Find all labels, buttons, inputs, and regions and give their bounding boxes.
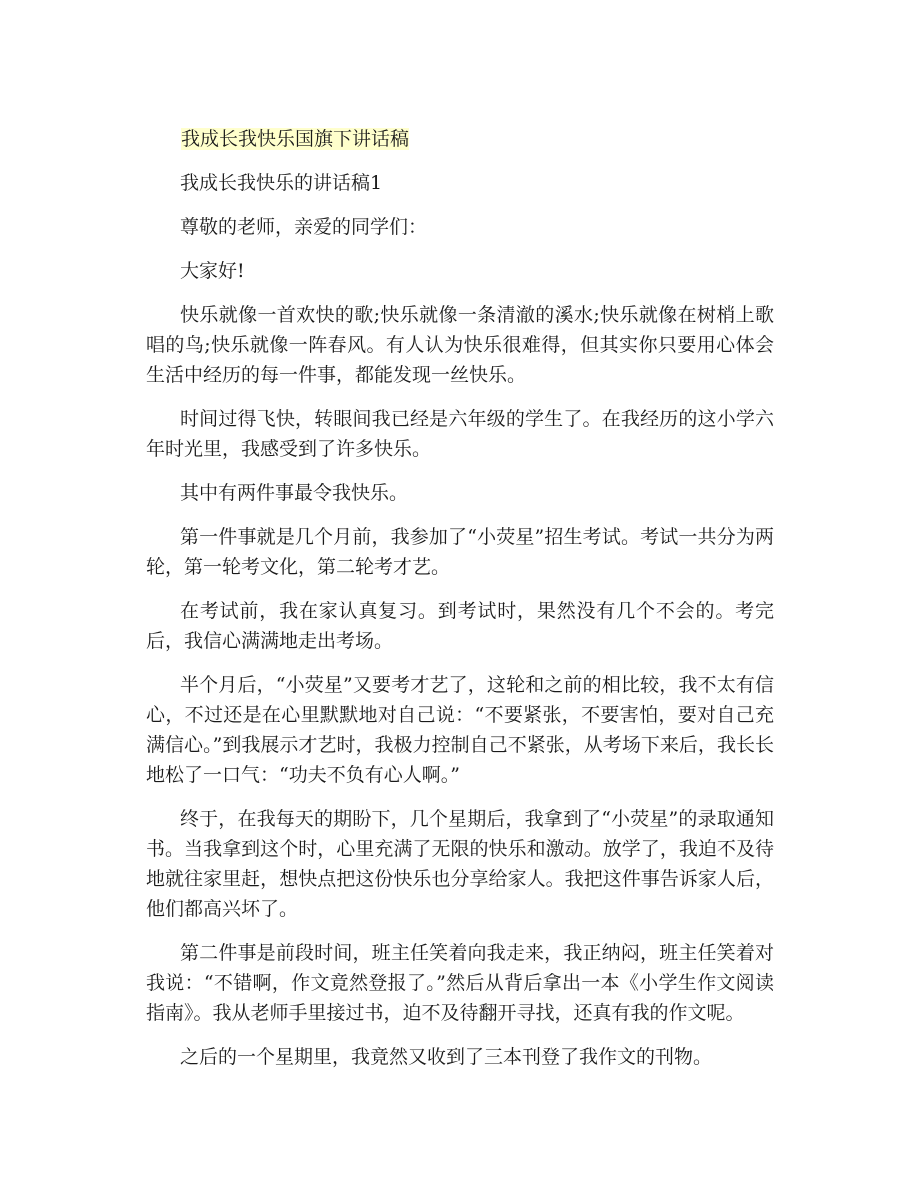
- greeting-paragraph: 大家好!: [180, 260, 245, 282]
- body-paragraph: 时间过得飞快，转眼间我已经是六年级的学生了。在我经历的这小学六年时光里，我感受到了许多快乐。: [146, 408, 774, 460]
- body-paragraph: 第二件事是前段时间，班主任笑着向我走来，我正纳闷，班主任笑着对我说：“不错啊，作文竟然登报了。”然后从背后拿出一本《小学生作文阅读指南》。我从老师手里接过书，迫不及待翻开寻找，还真有我的作文呢。: [146, 942, 774, 1024]
- body-paragraph: 之后的一个星期里，我竟然又收到了三本刊登了我作文的刊物。: [180, 1046, 713, 1068]
- body-paragraph: 第一件事就是几个月前，我参加了“小荧星”招生考试。考试一共分为两轮，第一轮考文化，第二轮考才艺。: [146, 526, 774, 578]
- body-paragraph: 在考试前，我在家认真复习。到考试时，果然没有几个不会的。考完后，我信心满满地走出考场。: [146, 600, 774, 652]
- body-paragraph: 半个月后，“小荧星”又要考才艺了，这轮和之前的相比较，我不太有信心，不过还是在心里默默地对自己说：“不要紧张，不要害怕，要对自己充满信心。”到我展示才艺时，我极力控制自己不紧张，从考场下来后，我长长地松了一口气：“功夫不负有心人啊。”: [146, 674, 774, 786]
- document-title-text: 我成长我快乐国旗下讲话稿: [181, 128, 410, 150]
- body-paragraph: 其中有两件事最令我快乐。: [180, 482, 409, 504]
- document-title: [180, 124, 410, 154]
- subtitle-paragraph: 我成长我快乐的讲话稿1: [180, 172, 383, 194]
- body-paragraph: 快乐就像一首欢快的歌;快乐就像一条清澈的溪水;快乐就像在树梢上歌唱的鸟;快乐就像一阵春风。有人认为快乐很难得，但其实你只要用心体会生活中经历的每一件事，都能发现一丝快乐。: [146, 304, 774, 386]
- body-paragraph: 终于，在我每天的期盼下，几个星期后，我拿到了“小荧星”的录取通知书。当我拿到这个时，心里充满了无限的快乐和激动。放学了，我迫不及待地就往家里赶，想快点把这份快乐也分享给家人。我把这件事告诉家人后，他们都高兴坏了。: [146, 808, 774, 920]
- document-body: [146, 124, 774, 1086]
- salutation-paragraph: 尊敬的老师，亲爱的同学们：: [180, 216, 428, 238]
